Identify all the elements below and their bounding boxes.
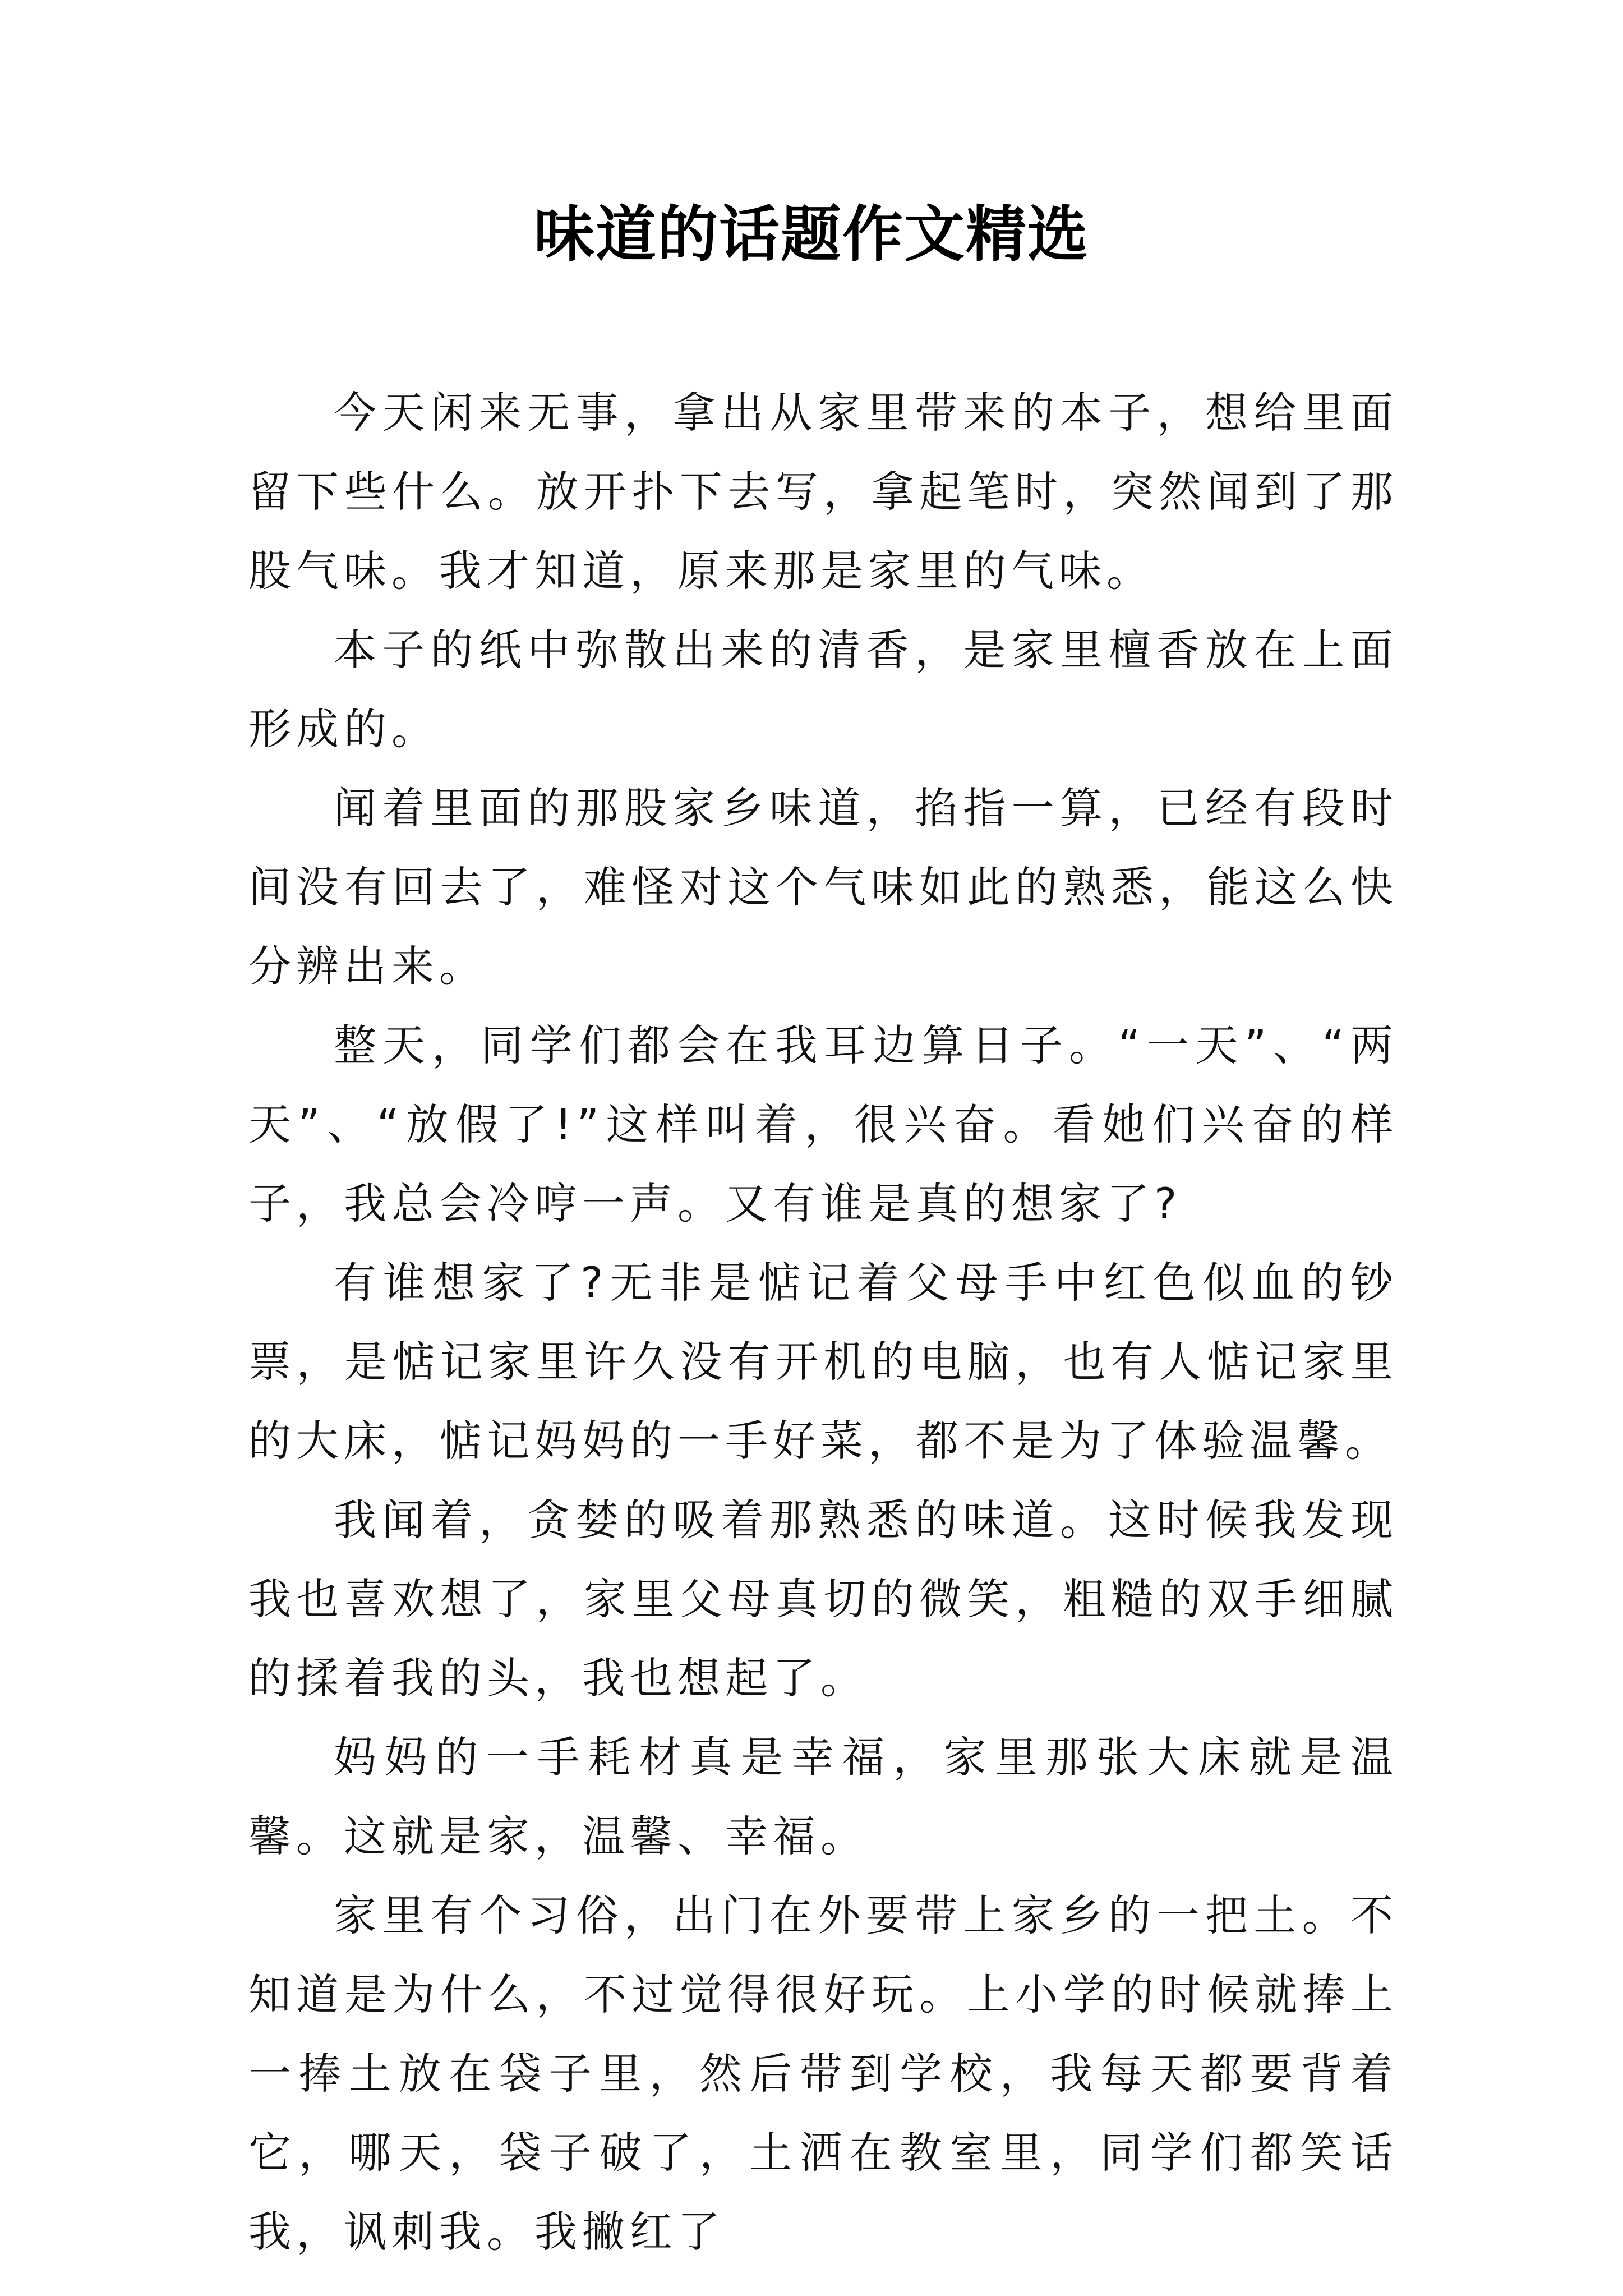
paragraph: 整天，同学们都会在我耳边算日子。“一天”、“两天”、“放假了!”这样叫着，很兴奋。看她们兴奋的样子，我总会冷哼一声。又有谁是真的想家了?: [248, 1020, 1398, 1228]
paragraph: 家里有个习俗，出门在外要带上家乡的一把土。不知道是为什么，不过觉得很好玩。上小学的时候就捧上一捧土放在袋子里，然后带到学校，我每天都要背着它，哪天，袋子破了，土洒在教室里，同学们都笑话我，讽刺我。我撇红了: [248, 1890, 1398, 2257]
paragraph: 本子的纸中弥散出来的清香，是家里檀香放在上面形成的。: [248, 625, 1398, 754]
paragraph: 今天闲来无事，拿出从家里带来的本子，想给里面留下些什么。放开扑下去写，拿起笔时，突然闻到了那股气味。我才知道，原来那是家里的气味。: [248, 388, 1398, 596]
paragraph: 妈妈的一手耗材真是幸福，家里那张大床就是温馨。这就是家，温馨、幸福。: [248, 1732, 1398, 1861]
document-title: 味道的话题作文精选: [533, 199, 1089, 270]
paragraph: 有谁想家了?无非是惦记着父母手中红色似血的钞票，是惦记家里许久没有开机的电脑，也有人惦记家里的大床，惦记妈妈的一手好菜，都不是为了体验温馨。: [248, 1258, 1398, 1466]
document-body: [248, 373, 1398, 2271]
paragraph: 闻着里面的那股家乡味道，掐指一算，已经有段时间没有回去了，难怪对这个气味如此的熟悉，能这么快分辨出来。: [248, 783, 1398, 991]
paragraph: 我闻着，贪婪的吸着那熟悉的味道。这时候我发现我也喜欢想了，家里父母真切的微笑，粗糙的双手细腻的揉着我的头，我也想起了。: [248, 1495, 1398, 1703]
